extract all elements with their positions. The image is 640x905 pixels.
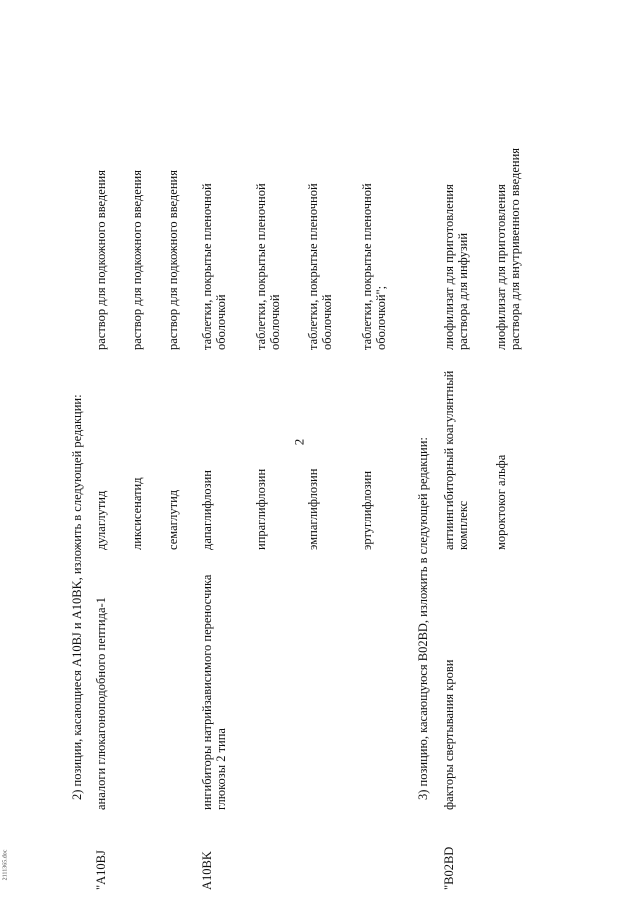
section-3-intro: 3) позицию, касающуюся B02BD, изложить в следующей редакции:: [416, 437, 430, 800]
dosage-form: таблетки, покрытые пленочной оболочкой: [254, 183, 282, 350]
drug-name: дулаглутид: [94, 490, 108, 550]
drug-name: эмпаглифлозин: [306, 468, 320, 550]
drug-name: мороктоког альфа: [494, 454, 508, 550]
drug-name: антиингибиторный коагулянтный комплекс: [442, 370, 470, 550]
drug-name: дапаглифлозин: [200, 470, 214, 550]
drug-name: ипраглифлозин: [254, 468, 268, 550]
dosage-form: раствор для подкожного введения: [94, 170, 108, 350]
page-number: 2: [291, 438, 307, 446]
dosage-form: таблетки, покрытые пленочной оболочкой: [306, 183, 334, 350]
rotated-content: [70, 30, 630, 890]
atc-group: ингибиторы натрийзависимого переносчика глюкозы 2 типа: [200, 574, 228, 810]
document-reference: 2111365.doc: [2, 849, 9, 881]
atc-group: факторы свертывания крови: [442, 659, 456, 810]
dosage-form: лиофилизат для приготовления раствора для инфузий: [442, 184, 470, 350]
dosage-form: раствор для подкожного введения: [130, 170, 144, 350]
section-2-intro: 2) позиции, касающиеся A10BJ и A10BK, изложить в следующей редакции:: [70, 394, 84, 800]
atc-group: аналоги глюкагоноподобного пептида-1: [94, 597, 108, 810]
atc-code: A10BK: [200, 851, 214, 890]
drug-name: эртуглифлозин: [360, 470, 374, 550]
drug-name: ликсисенатид: [130, 477, 144, 550]
atc-code: "B02BD: [442, 846, 456, 890]
atc-code: "A10BJ: [94, 850, 108, 890]
dosage-form: таблетки, покрытые пленочной оболочкой: [200, 183, 228, 350]
dosage-form: раствор для подкожного введения: [166, 170, 180, 350]
dosage-form: таблетки, покрытые пленочной оболочкой";: [360, 183, 388, 350]
dosage-form: лиофилизат для приготовления раствора для внутривенного введения: [494, 147, 522, 350]
drug-name: семаглутид: [166, 489, 180, 550]
